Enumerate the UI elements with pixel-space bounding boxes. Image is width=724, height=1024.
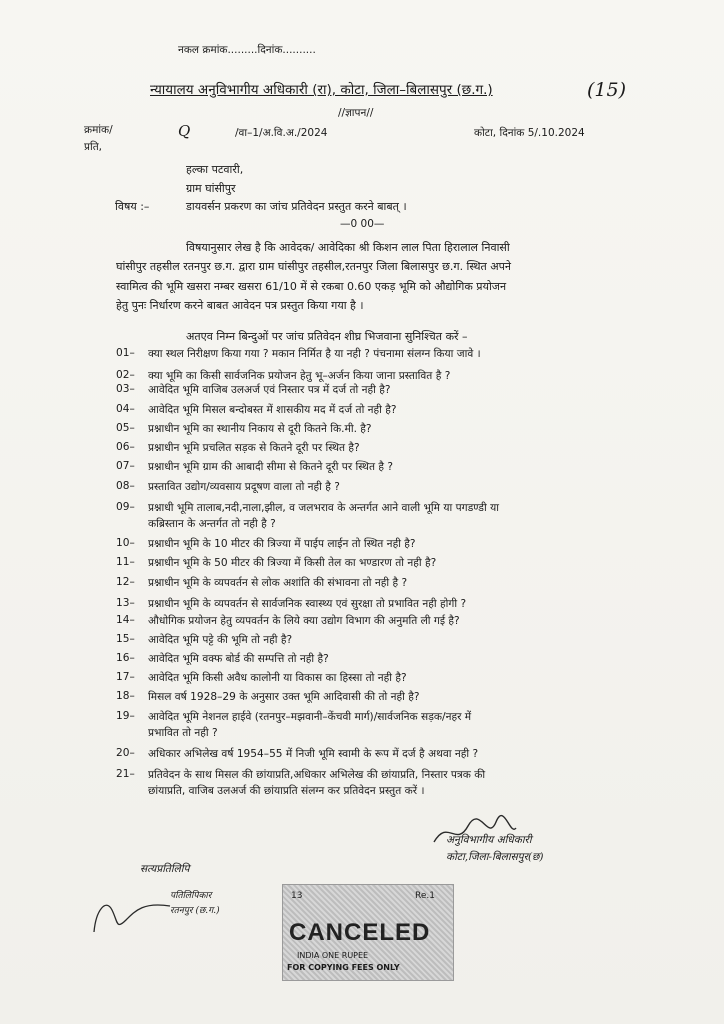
item-text: प्रश्नाधीन भूमि के व्यपवर्तन से लोक अशांति की संभावना तो नही है ? (148, 577, 408, 589)
item-number: 02– (116, 369, 135, 381)
item-number: 18– (116, 690, 135, 702)
item-text: प्रश्नाधी भूमि तालाब,नदी,नाला,झील, व जलभराव के अन्तर्गत आने वाली भूमि या पगडण्डी या (148, 502, 499, 514)
copying-fee-stamp (282, 884, 454, 981)
copyist-label: पतिलिपिकार (170, 891, 212, 901)
item-text: प्रश्नाधीन भूमि का स्थानीय निकाय से दूरी कितने कि.मी. है? (148, 423, 372, 435)
true-copy-label: सत्यप्रतिलिपि (140, 863, 190, 875)
item-text: प्रश्नाधीन भूमि ग्राम की आबादी सीमा से कितने दूरी पर स्थित है ? (148, 461, 393, 473)
para-line-4: हेतु पुनः निर्धारण करने बाबत आवेदन पत्र प्रस्तुत किया गया है । (116, 299, 364, 312)
item-number: 13– (116, 597, 135, 609)
item-number: 15– (116, 633, 135, 645)
item-number: 05– (116, 422, 135, 434)
copyist-signature (86, 880, 176, 940)
item-number: 10– (116, 537, 135, 549)
item-number: 12– (116, 576, 135, 588)
item-number: 21– (116, 768, 135, 780)
item-text-cont: छांयाप्रति, वाजिब उलअर्ज की छांयाप्रति संलग्न कर प्रतिवेदन प्रस्तुत करें । (148, 785, 425, 797)
stamp-number: 13 (291, 891, 303, 901)
separator: —0 00— (340, 218, 385, 230)
item-text: आवेदित भूमि वाजिब उलअर्ज एवं निस्तार पत्र में दर्ज तो नही है? (148, 384, 391, 396)
item-number: 07– (116, 460, 135, 472)
item-text: आवेदित भूमि नेशनल हाईवे (रतनपुर–मझवानी–केंचवी मार्ग)/सार्वजनिक सड़क/नहर में (148, 711, 472, 723)
item-text: प्रस्तावित उद्योग/व्यवसाय प्रदूषण वाला तो नही है ? (148, 481, 340, 493)
item-text: प्रश्नाधीन भूमि के व्यपवर्तन से सार्वजनिक स्वास्थ्य एवं सुरक्षा तो प्रभावित नही होगी ? (148, 598, 467, 610)
recipient-line-1: हल्का पटवारी, (186, 163, 244, 176)
para-instruction: अतएव निम्न बिन्दुओं पर जांच प्रतिवेदन शीघ्र भिजवाना सुनिश्चित करें – (186, 330, 468, 343)
item-text: क्या स्थल निरीक्षण किया गया ? मकान निर्मित है या नही ? पंचनामा संलग्न किया जावे । (148, 348, 481, 360)
canceled-overprint: CANCELED (289, 919, 431, 946)
item-text: अधिकार अभिलेख वर्ष 1954–55 में निजी भूमि स्वामी के रूप में दर्ज है अथवा नही ? (148, 748, 479, 760)
item-text: आवेदित भूमि मिसल बन्दोबस्त में शासकीय मद में दर्ज तो नही है? (148, 404, 397, 416)
stamp-line-2: FOR COPYING FEES ONLY (287, 963, 400, 972)
item-number: 01– (116, 347, 135, 359)
item-number: 06– (116, 441, 135, 453)
para-line-1: विषयानुसार लेख है कि आवेदक/ आवेदिका श्री किशन लाल पिता हिरालाल निवासी (186, 241, 510, 254)
item-number: 03– (116, 383, 135, 395)
item-text: आवेदित भूमि किसी अवैध कालोनी या विकास का हिस्सा तो नही है? (148, 672, 407, 684)
copy-number-line: नकल क्रमांक.........दिनांक.......... (178, 44, 316, 56)
item-text: आवेदित भूमि पट्टे की भूमि तो नही है? (148, 634, 293, 646)
gyapan-heading: //ज्ञापन// (338, 107, 374, 119)
item-number: 08– (116, 480, 135, 492)
item-text: प्रतिवेदन के साथ मिसल की छांयाप्रति,अधिकार अभिलेख की छांयाप्रति, निस्तार पत्रक की (148, 769, 486, 781)
stamp-line-1: INDIA ONE RUPEE (297, 951, 369, 960)
letter-date: कोटा, दिनांक 5/.10.2024 (474, 127, 585, 139)
page-number-mark: (15) (587, 79, 627, 101)
item-text: क्या भूमि का किसी सार्वजनिक प्रयोजन हेतु भू–अर्जन किया जाना प्रस्तावित है ? (148, 370, 451, 382)
item-text: प्रश्नाधीन भूमि के 10 मीटर की त्रिज्या में पाईप लाईन तो स्थित नही है? (148, 538, 416, 550)
para-line-2: घांसीपुर तहसील रतनपुर छ.ग. द्वारा ग्राम घांसीपुर तहसील,रतनपुर जिला बिलासपुर छ.ग. स्थित अपने (116, 260, 512, 273)
subject-text: डायवर्सन प्रकरण का जांच प्रतिवेदन प्रस्तुत करने बाबत् । (186, 200, 407, 213)
item-number: 11– (116, 556, 135, 568)
kramank-label: क्रमांक/ (84, 124, 113, 136)
item-number: 20– (116, 747, 135, 759)
item-number: 17– (116, 671, 135, 683)
court-header: न्यायालय अनुविभागीय अधिकारी (रा), कोटा, जिला–बिलासपुर (छ.ग.) (150, 82, 493, 98)
stamp-value: Re.1 (415, 891, 435, 901)
item-text: प्रश्नाधीन भूमि के 50 मीटर की त्रिज्या में किसी तेल का भण्डारण तो नही है? (148, 557, 437, 569)
handwritten-number: Q (178, 122, 191, 140)
item-number: 09– (116, 501, 135, 513)
item-text: प्रश्नाधीन भूमि प्रचलित सड़क से कितने दूरी पर स्थित है? (148, 442, 360, 454)
para-line-3: स्वामित्व की भूमि खसरा नम्बर खसरा 61/10 में से रकबा 0.60 एकड़ भूमि को औद्योगिक प्रयोजन (116, 280, 507, 293)
case-number: /वा–1/अ.वि.अ./2024 (235, 127, 328, 139)
item-text-cont: प्रभावित तो नही ? (148, 727, 218, 739)
item-number: 16– (116, 652, 135, 664)
item-text: आवेदित भूमि वक्फ बोर्ड की सम्पत्ति तो नही है? (148, 653, 329, 665)
signatory-place: कोटा,जिला-बिलासपुर(छ) (446, 851, 544, 863)
item-text: मिसल वर्ष 1928–29 के अनुसार उक्त भूमि आदिवासी की तो नही है? (148, 691, 420, 703)
copyist-place: रतनपुर (छ.ग.) (170, 906, 220, 916)
signatory-title: अनुविभागीय अधिकारी (446, 834, 532, 846)
recipient-line-2: ग्राम घांसीपुर (186, 182, 236, 195)
subject-label: विषय :– (115, 200, 150, 213)
prati-label: प्रति, (84, 141, 103, 153)
item-text: औधोगिक प्रयोजन हेतु व्यपवर्तन के लिये क्या उद्योग विभाग की अनुमति ली गई है? (148, 615, 460, 627)
item-number: 04– (116, 403, 135, 415)
item-text-cont: कब्रिस्तान के अन्तर्गत तो नही है ? (148, 518, 276, 530)
item-number: 14– (116, 614, 135, 626)
item-number: 19– (116, 710, 135, 722)
